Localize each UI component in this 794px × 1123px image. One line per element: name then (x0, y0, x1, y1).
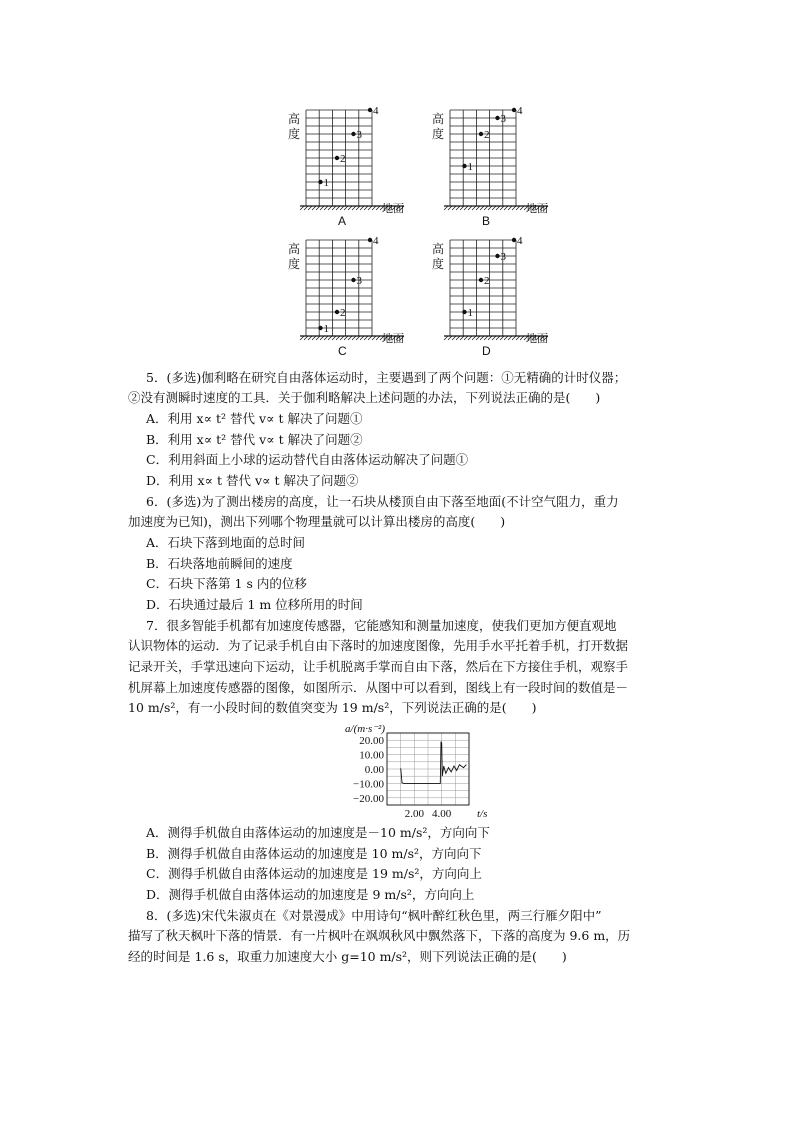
ground-hatch (332, 206, 336, 210)
question-stem: 认识物体的运动．为了记录手机自由下落时的加速度图像，先用手水平托着手机，打开数据 (128, 638, 629, 653)
panel-caption: D (482, 344, 491, 358)
ground-hatch (464, 336, 468, 340)
ground-hatch (452, 336, 456, 340)
ground-hatch (500, 206, 504, 210)
option-a: A．测得手机做自由落体运动的加速度是－10 m/s²，方向向下 (146, 825, 490, 840)
ground-hatch (496, 336, 500, 340)
ground-hatch (468, 336, 472, 340)
y-tick-label: 0.00 (364, 764, 384, 776)
ground-hatch (480, 336, 484, 340)
acceleration-chart-svg (335, 723, 495, 820)
point-label: 3 (356, 275, 362, 287)
figure-panel-a (278, 102, 418, 229)
panel-caption: B (482, 214, 491, 228)
question-stem: 描写了秋天枫叶下落的情景．有一片枫叶在飒飒秋风中飘然落下，下落的高度为 9.6 m，历 (128, 928, 631, 943)
ground-hatch (456, 206, 460, 210)
ground-hatch (308, 336, 312, 340)
ground-hatch (332, 336, 336, 340)
ground-hatch (484, 336, 488, 340)
ground-hatch (352, 206, 356, 210)
ground-hatch (356, 206, 360, 210)
option-d: D．石块通过最后 1 m 位移所用的时间 (146, 597, 363, 612)
ground-hatch (308, 206, 312, 210)
point-marker (462, 310, 466, 314)
ground-hatch (476, 206, 480, 210)
ground-hatch (472, 206, 476, 210)
ground-hatch (348, 206, 352, 210)
ground-label: 地面 (526, 332, 548, 345)
ground-hatch (460, 336, 464, 340)
option-b: B．利用 x∝ t² 替代 v∝ t 解决了问题② (146, 432, 363, 447)
question-stem: 10 m/s²，有一小段时间的数值突变为 19 m/s²，下列说法正确的是( ) (128, 700, 537, 715)
y-axis-label: a/(m·s⁻²) (345, 723, 385, 735)
ground-hatch (500, 336, 504, 340)
ground-hatch (320, 206, 324, 210)
ground-hatch (492, 336, 496, 340)
point-marker (335, 310, 339, 314)
ground-hatch (316, 336, 320, 340)
ground-hatch (320, 336, 324, 340)
point-label: 3 (356, 129, 362, 141)
point-label: 1 (323, 177, 329, 189)
point-label: 1 (467, 307, 473, 319)
x-axis-label: t/s (477, 808, 488, 820)
point-marker (368, 108, 372, 112)
point-label: 2 (340, 307, 346, 319)
ground-hatch (312, 336, 316, 340)
point-label: 1 (323, 323, 329, 335)
ground-hatch (516, 206, 520, 210)
series-line (401, 742, 467, 784)
option-a: A．利用 x∝ t² 替代 v∝ t 解决了问题① (146, 411, 363, 426)
point-marker (495, 254, 499, 258)
point-label: 3 (500, 113, 506, 125)
point-marker (335, 156, 339, 160)
ground-hatch (516, 336, 520, 340)
ground-hatch (504, 206, 508, 210)
point-label: 4 (517, 235, 523, 247)
ground-hatch (520, 206, 524, 210)
x-tick-label: 2.00 (404, 808, 424, 820)
option-a: A．石块下落到地面的总时间 (146, 535, 306, 550)
ground-hatch (512, 336, 516, 340)
point-marker (479, 278, 483, 282)
ground-hatch (372, 206, 376, 210)
point-label: 4 (373, 105, 379, 117)
question-stem: 加速度为已知)，测出下列哪个物理量就可以计算出楼房的高度( ) (128, 514, 506, 529)
option-d: D．利用 x∝ t 替代 v∝ t 解决了问题② (146, 473, 359, 488)
ground-hatch (364, 336, 368, 340)
point-label: 2 (484, 275, 490, 287)
ground-hatch (300, 336, 304, 340)
option-c: C．测得手机做自由落体运动的加速度是 19 m/s²，方向向上 (146, 866, 482, 881)
point-marker (351, 278, 355, 282)
acceleration-chart (335, 723, 495, 820)
ground-hatch (468, 206, 472, 210)
ground-label: 地面 (526, 202, 548, 215)
ground-hatch (488, 206, 492, 210)
ground-hatch (492, 206, 496, 210)
ground-hatch (300, 206, 304, 210)
question-stem: 7．很多智能手机都有加速度传感器，它能感知和测量加速度，使我们更加方便直观地 (146, 618, 617, 633)
ground-hatch (324, 206, 328, 210)
point-marker (462, 164, 466, 168)
point-label: 3 (500, 251, 506, 263)
point-marker (495, 116, 499, 120)
ground-hatch (304, 206, 308, 210)
ground-hatch (480, 206, 484, 210)
ground-hatch (312, 206, 316, 210)
ground-hatch (348, 336, 352, 340)
panel-caption: A (338, 214, 347, 228)
ground-hatch (376, 206, 380, 210)
question-stem: 5．(多选)伽利略在研究自由落体运动时，主要遇到了两个问题：①无精确的计时仪器； (146, 370, 627, 385)
ground-hatch (304, 336, 308, 340)
ground-hatch (452, 206, 456, 210)
point-label: 4 (517, 105, 523, 117)
question-stem: ②没有测瞬时速度的工具．关于伽利略解决上述问题的办法，下列说法正确的是( ) (128, 390, 601, 405)
figure-panel-d (422, 232, 562, 359)
ground-hatch (368, 206, 372, 210)
ground-hatch (504, 336, 508, 340)
ground-label: 地面 (382, 332, 404, 345)
ground-hatch (340, 336, 344, 340)
ground-hatch (508, 336, 512, 340)
point-marker (512, 108, 516, 112)
ground-hatch (448, 206, 452, 210)
ground-hatch (344, 206, 348, 210)
ground-hatch (456, 336, 460, 340)
ground-hatch (472, 336, 476, 340)
point-label: 4 (373, 235, 379, 247)
ground-hatch (496, 206, 500, 210)
ground-hatch (340, 206, 344, 210)
point-marker (318, 180, 322, 184)
ground-hatch (460, 206, 464, 210)
option-b: B．测得手机做自由落体运动的加速度是 10 m/s²，方向向下 (146, 846, 482, 861)
point-marker (368, 238, 372, 242)
ground-hatch (352, 336, 356, 340)
y-tick-label: −20.00 (353, 792, 384, 805)
y-tick-label: 20.00 (359, 735, 384, 748)
ground-hatch (376, 336, 380, 340)
ground-hatch (508, 206, 512, 210)
question-stem: 6．(多选)为了测出楼房的高度，让一石块从楼顶自由下落至地面(不计空气阻力，重力 (146, 494, 619, 509)
figure-panel-b (422, 102, 562, 229)
question-stem: 经的时间是 1.6 s，取重力加速度大小 g=10 m/s²，则下列说法正确的是( ) (128, 949, 567, 964)
option-b: B．石块落地前瞬间的速度 (146, 556, 293, 571)
ground-hatch (344, 336, 348, 340)
ground-hatch (368, 336, 372, 340)
ground-hatch (360, 206, 364, 210)
ground-hatch (464, 206, 468, 210)
point-marker (512, 238, 516, 242)
height-label: 高度 (432, 242, 445, 271)
y-tick-label: 10.00 (359, 749, 384, 762)
point-marker (351, 132, 355, 136)
ground-hatch (476, 336, 480, 340)
panel-caption: C (338, 344, 347, 358)
y-tick-label: −10.00 (353, 778, 384, 791)
x-tick-label: 4.00 (432, 808, 452, 820)
ground-hatch (324, 336, 328, 340)
ground-hatch (488, 336, 492, 340)
height-label: 高度 (288, 242, 301, 271)
ground-hatch (520, 336, 524, 340)
figure-grid (270, 96, 560, 361)
ground-hatch (360, 336, 364, 340)
option-c: C．利用斜面上小球的运动替代自由落体运动解决了问题① (146, 452, 469, 467)
ground-hatch (364, 206, 368, 210)
ground-hatch (444, 336, 448, 340)
ground-hatch (316, 206, 320, 210)
ground-hatch (448, 336, 452, 340)
ground-hatch (372, 336, 376, 340)
point-label: 1 (467, 161, 473, 173)
question-stem: 8．(多选)宋代朱淑贞在《对景漫成》中用诗句“枫叶醉红秋色里，两三行雁夕阳中” (146, 908, 602, 923)
ground-hatch (484, 206, 488, 210)
ground-hatch (328, 206, 332, 210)
point-marker (479, 132, 483, 136)
figure-panel-c (278, 232, 418, 359)
height-label: 高度 (432, 112, 445, 141)
ground-hatch (336, 336, 340, 340)
ground-hatch (512, 206, 516, 210)
option-d: D．测得手机做自由落体运动的加速度是 9 m/s²，方向向上 (146, 887, 475, 902)
ground-hatch (336, 206, 340, 210)
point-label: 2 (340, 153, 346, 165)
ground-hatch (356, 336, 360, 340)
option-c: C．石块下落第 1 s 内的位移 (146, 576, 307, 591)
point-marker (318, 326, 322, 330)
ground-hatch (444, 206, 448, 210)
ground-label: 地面 (382, 202, 404, 215)
point-label: 2 (484, 129, 490, 141)
ground-hatch (328, 336, 332, 340)
height-label: 高度 (288, 112, 301, 141)
question-stem: 机屏幕上加速度传感器的图像，如图所示．从图中可以看到，图线上有一段时间的数值是－ (128, 680, 629, 695)
question-stem: 记录开关，手掌迅速向下运动，让手机脱离手掌而自由下落，然后在下方接住手机，观察手 (128, 659, 629, 674)
